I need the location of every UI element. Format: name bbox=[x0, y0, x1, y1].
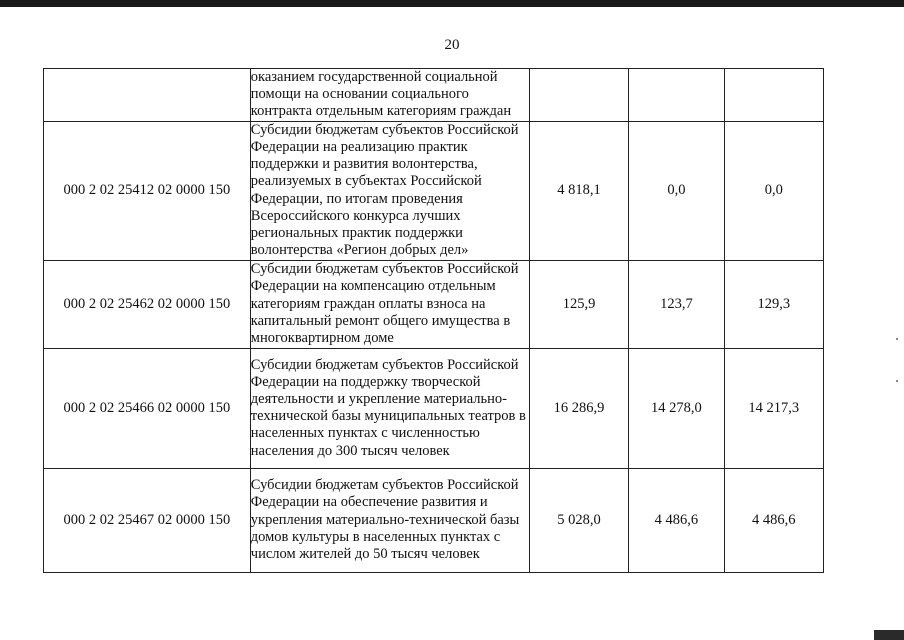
value-cell-2: 14 278,0 bbox=[629, 348, 724, 468]
value-cell-1: 5 028,0 bbox=[529, 468, 628, 572]
table-row bbox=[44, 121, 824, 260]
page-top-border bbox=[0, 0, 904, 7]
value-cell-2: 4 486,6 bbox=[629, 468, 724, 572]
value-cell-2: 123,7 bbox=[629, 260, 724, 348]
description-cell: Субсидии бюджетам субъектов Российской Федерации на поддержку творческой деятельности и укрепление материально-технической базы муниципальных театров в населенных пунктах с численностью населения до 300 тысяч человек bbox=[250, 348, 529, 468]
budget-code-cell bbox=[44, 69, 251, 122]
value-cell-2: 0,0 bbox=[629, 121, 724, 260]
page-number: 20 bbox=[444, 37, 460, 53]
description-cell: Субсидии бюджетам субъектов Российской Федерации на обеспечение развития и укрепления материально-технической базы домов культуры в населенных пунктах с числом жителей до 50 тысяч человек bbox=[250, 468, 529, 572]
scan-speck bbox=[896, 380, 898, 382]
value-cell-1: 125,9 bbox=[529, 260, 628, 348]
description-cell: оказанием государственной социальной помощи на основании социального контракта отдельным категориям граждан bbox=[250, 69, 529, 122]
value-cell-3: 0,0 bbox=[724, 121, 823, 260]
value-cell-1 bbox=[529, 69, 628, 122]
value-cell-3: 14 217,3 bbox=[724, 348, 823, 468]
description-cell: Субсидии бюджетам субъектов Российской Федерации на компенсацию отдельным категориям граждан оплаты взноса на капитальный ремонт общего имущества в многоквартирном доме bbox=[250, 260, 529, 348]
table-row bbox=[44, 348, 824, 468]
scan-corner-mark bbox=[874, 630, 904, 640]
budget-code-cell: 000 2 02 25462 02 0000 150 bbox=[44, 260, 251, 348]
table-row bbox=[44, 468, 824, 572]
table-row bbox=[44, 69, 824, 122]
value-cell-1: 4 818,1 bbox=[529, 121, 628, 260]
budget-code-cell: 000 2 02 25466 02 0000 150 bbox=[44, 348, 251, 468]
value-cell-1: 16 286,9 bbox=[529, 348, 628, 468]
value-cell-2 bbox=[629, 69, 724, 122]
value-cell-3: 129,3 bbox=[724, 260, 823, 348]
table-row bbox=[44, 260, 824, 348]
value-cell-3: 4 486,6 bbox=[724, 468, 823, 572]
budget-table bbox=[43, 68, 824, 573]
budget-code-cell: 000 2 02 25467 02 0000 150 bbox=[44, 468, 251, 572]
value-cell-3 bbox=[724, 69, 823, 122]
scan-speck bbox=[896, 338, 898, 340]
budget-code-cell: 000 2 02 25412 02 0000 150 bbox=[44, 121, 251, 260]
description-cell: Субсидии бюджетам субъектов Российской Федерации на реализацию практик поддержки и развития волонтерства, реализуемых в субъектах Российской Федерации, по итогам проведения Всероссийского конкурса лучших региональных практик поддержки волонтерства «Регион добрых дел» bbox=[250, 121, 529, 260]
